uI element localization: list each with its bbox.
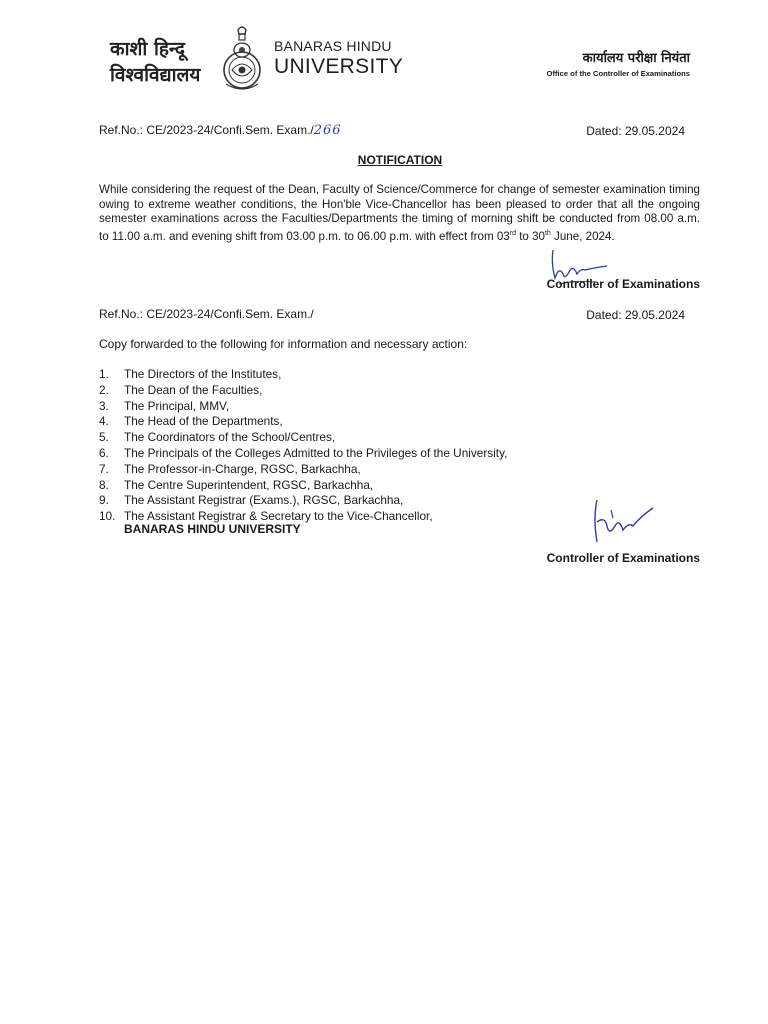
list-item-number: 3. [99,398,109,413]
university-name-english-line2: UNIVERSITY [274,55,404,78]
handwritten-reference-number: 266 [313,123,342,138]
notification-reference [99,122,342,139]
institution-name: BANARAS HINDU UNIVERSITY [124,522,301,536]
university-seal-icon [218,22,266,92]
list-item-number: 9. [99,493,109,508]
list-item-number: 8. [99,477,109,492]
university-name-hindi [110,36,200,88]
reference-number: Ref.No.: CE/2023-24/Confi.Sem. Exam./ [99,123,314,137]
copy-date: Dated: 29.05.2024 [586,308,685,322]
list-item [99,493,507,509]
office-name-hindi: कार्यालय परीक्षा नियंता [582,51,690,66]
university-name-hindi-line2: विश्वविद्यालय [110,64,201,86]
list-item [99,462,507,478]
copy-reference: Ref.No.: CE/2023-24/Confi.Sem. Exam./ [99,307,314,321]
controller-signatory: Controller of Examinations [546,277,700,291]
list-item [99,383,507,399]
office-name-english: Office of the Controller of Examinations [546,69,690,78]
list-item [99,367,507,383]
list-item-number: 6. [99,445,109,460]
list-item-text: The Directors of the Institutes, [124,367,282,381]
notification-date: Dated: 29.05.2024 [586,124,685,138]
list-item-text: The Dean of the Faculties, [124,382,263,397]
body-superscript-rd: rd [509,229,516,237]
copy-signatory: Controller of Examinations [546,551,700,565]
list-item-number: 4. [99,414,109,429]
list-item-text: The Principals of the Colleges Admitted to the Privileges of the University, [124,445,508,460]
list-item-text: The Principal, MMV, [124,398,230,413]
list-item-text: The Professor-in-Charge, RGSC, Barkachha, [124,461,361,476]
list-item-number: 5. [99,430,109,445]
notification-title: NOTIFICATION [357,153,443,167]
body-superscript-th: th [544,229,551,237]
body-text-part3: June, 2024. [550,229,615,243]
list-item [99,478,507,494]
body-text-part2: to 30 [515,229,545,243]
list-item [99,414,507,430]
body-text-part1: While considering the request of the Dean, Faculty of Science/Commerce for change of semester examination timing owing to extreme weather conditions, the Hon'ble Vice-Chancellor has been pleased to order that all the ongoing semester examinations across the Faculties/Departments the timing of morning shift be conducted from 08.00 a.m. to 11.00 a.m. and evening shift from 03.00 p.m. to 06.00 p.m. with effect from 03 [99,183,700,243]
university-name-english-line1: BANARAS HINDU [274,38,392,54]
list-item [99,430,507,446]
university-name-english [274,38,403,80]
list-item-text: The Head of the Departments, [124,414,283,429]
list-item-text: The Centre Superintendent, RGSC, Barkachha, [124,477,374,492]
list-item-number: 2. [99,382,109,397]
recipient-list [99,367,507,525]
list-item-number: 7. [99,461,109,476]
office-heading [547,50,690,80]
university-name-hindi-line1: काशी हिन्दू [110,38,185,60]
list-item-number: 1. [99,367,109,381]
list-item [99,399,507,415]
list-item-text: The Assistant Registrar & Secretary to the Vice-Chancellor, [124,509,433,524]
copy-forward-intro: Copy forwarded to the following for information and necessary action: [99,337,468,351]
list-item-text: The Assistant Registrar (Exams.), RGSC, Barkachha, [124,493,404,508]
list-item [99,446,507,462]
list-item-text: The Coordinators of the School/Centres, [124,430,336,445]
signature-icon [585,496,657,556]
list-item-number: 10. [99,509,116,524]
notification-body [99,183,700,244]
